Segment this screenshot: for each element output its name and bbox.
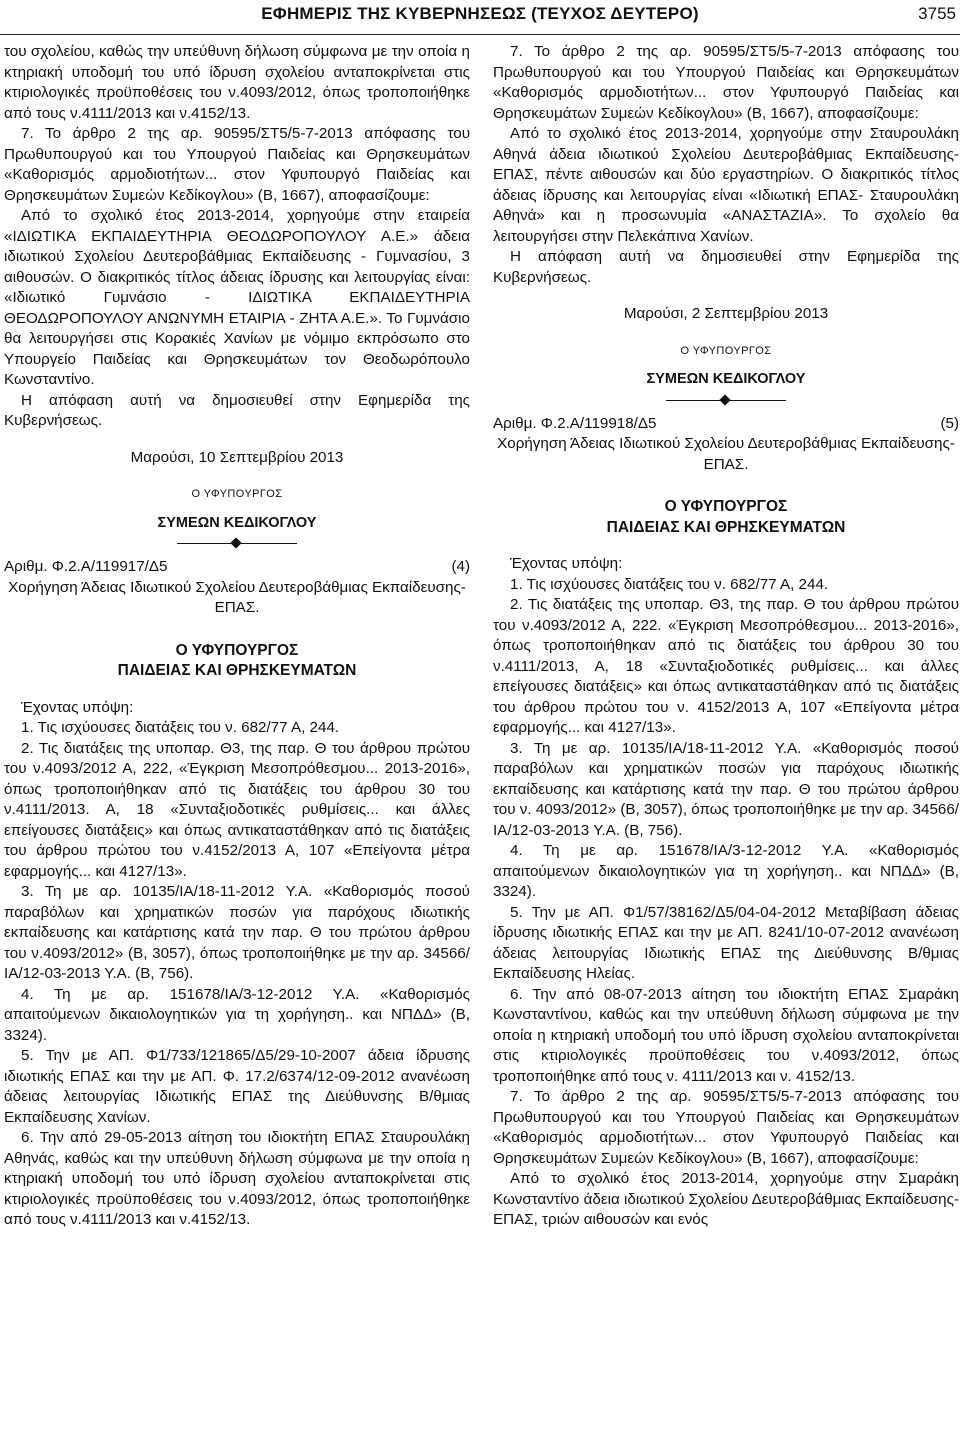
paragraph: 7. Το άρθρο 2 της αρ. 90595/ΣΤ5/5-7-2013 απόφασης του Πρωθυπουργού και του Υπουργού Παιδείας και Θρησκευμάτων «Καθορισμός αρμοδιοτήτων... στον Υφυπουργό Παιδείας και Θρησκευμάτων Συμεών Κεδίκογλου» (Β, 1667), αποφασίζουμε: xyxy=(493,43,959,122)
list-item: 1. Τις ισχύουσες διατάξεις του ν. 682/77 Α, 244. xyxy=(510,575,829,593)
list-item: 1. Τις ισχύουσες διατάξεις του ν. 682/77 Α, 244. xyxy=(21,719,340,736)
list-item: 5. Την με ΑΠ. Φ1/733/121865/Δ5/29-10-2007 άδεια ίδρυσης ιδιωτικής ΕΠΑΣ και την με ΑΠ. Φ. 17.2/6374/12-09-2012 ανανέωση άδειας λειτουργίας Ιδιωτικής ΕΠΑΣ της Διεύθυνσης Β/θμιας Εκπαίδευσης Χανίων. xyxy=(4,1047,470,1126)
considerations-label: Έχοντας υπόψη: xyxy=(21,698,134,716)
paragraph: του σχολείου, καθώς την υπεύθυνη δήλωση σύμφωνα με την οποία η κτηριακή υποδομή του υπό ίδρυση σχολείου ανταποκρίνεται στις κτιριολογικές προϋποθέσεις του ν.4093/2012, όπως τροποποιήθηκε από τους ν.4111/2013 και ν.4152/13. xyxy=(4,43,470,122)
paragraph: Από το σχολικό έτος 2013-2014, χορηγούμε στην Σμαράκη Κωνσταντίνο άδεια ιδιωτικού Σχολείου Δευτεροβάθμιας Εκπαίδευσης- ΕΠΑΣ, τριών αιθουσών και ενός xyxy=(493,1170,959,1228)
list-item: 2. Τις διατάξεις της υποπαρ. Θ3, της παρ. Θ του άρθρου πρώτου του ν.4093/2012 Α, 222, «Έγκριση Μεσοπρόθεσμου... 2013-2016», όπως τροποποιήθηκαν από τις διατάξεις του άρθρου 30 του ν.4111/2013. Α, 18 «Συνταξιοδοτικές ρυθμίσεις... και άλλες επείγουσες διατάξεις» και όπως αντικαταστάθηκαν από τις διατάξεις του άρθρου πρώτου του ν.4152/2013 Α, 107 «Επείγοντα μέτρα εφαρμογής... και 4127/13». xyxy=(4,739,470,880)
section-heading: Ο ΥΦΥΠΟΥΡΓΟΣ xyxy=(664,498,788,515)
paragraph: Η απόφαση αυτή να δημοσιευθεί στην Εφημερίδα της Κυβερνήσεως. xyxy=(493,248,959,286)
signature-name: ΣΥΜΕΩΝ ΚΕΔΙΚΟΓΛΟΥ xyxy=(157,514,317,531)
considerations-label: Έχοντας υπόψη: xyxy=(510,555,623,572)
list-item: 6. Την από 08-07-2013 αίτηση του ιδιοκτήτη ΕΠΑΣ Σμαράκη Κωνσταντίνου, καθώς και την υπεύθυνη δήλωση σύμφωνα με την οποία η κτηριακή υποδομή του υπό ίδρυση σχολείου ανταποκρίνεται στις κτιριολογικές προϋποθέσεις του ν.4093/2012, όπως τροποποιήθηκε από τους ν. 4111/2013 και ν. 4152/13. xyxy=(493,985,959,1085)
signature-date: Μαρούσι, 2 Σεπτεμβρίου 2013 xyxy=(623,305,829,322)
list-item: 3. Τη με αρ. 10135/ΙΑ/18-11-2012 Υ.Α. «Καθορισμός ποσού παραβόλων και χρηματικών ποσών για παρόχους ιδιωτικής εκπαίδευσης και κατάρτισης κατά την παρ. Θ του πρώτου άρθρου του ν. 4093/2012» (Β, 3057), όπως τροποποιήθηκε με την αρ. 34566/ΙΑ/12-03-2013 Υ.Α. (Β, 756). xyxy=(493,739,959,839)
decision-title: Χορήγηση Άδειας Ιδιωτικού Σχολείου Δευτεροβάθμιας Εκπαίδευσης- ΕΠΑΣ. xyxy=(8,578,466,616)
section-divider xyxy=(666,394,786,408)
list-item: 6. Την από 29-05-2013 αίτηση του ιδιοκτήτη ΕΠΑΣ Σταυρουλάκη Αθηνάς, καθώς και την υπεύθυνη δήλωση σύμφωνα με την οποία η κτηριακή υποδομή του υπό ίδρυση σχολείου ανταποκρίνεται στις κτιριολογικές προϋποθέσεις του ν.4093/2012, όπως τροποποιήθηκε από τους ν.4111/2013 και ν.4152/13. xyxy=(4,1129,470,1228)
section-heading: ΠΑΙΔΕΙΑΣ ΚΑΙ ΘΡΗΣΚΕΥΜΑΤΩΝ xyxy=(606,518,846,536)
signature-role: Ο ΥΦΥΠΟΥΡΓΟΣ xyxy=(680,344,772,357)
page-number: 3755 xyxy=(918,4,956,23)
decision-number: Αριθμ. Φ.2.Α/119917/Δ5 xyxy=(4,558,168,575)
diamond-icon xyxy=(719,394,730,405)
list-item: 4. Τη με αρ. 151678/ΙΑ/3-12-2012 Υ.Α. «Καθορισμός απαιτούμενων δικαιολογητικών για τη χορήγηση.. και ΝΠΔΔ» (Β, 3324). xyxy=(493,842,959,900)
right-column xyxy=(493,42,959,1231)
decision-title: Χορήγηση Άδειας Ιδιωτικού Σχολείου Δευτεροβάθμιας Εκπαίδευσης- ΕΠΑΣ. xyxy=(497,435,955,473)
list-item: 7. Το άρθρο 2 της αρ. 90595/ΣΤ5/5-7-2013 απόφασης του Πρωθυπουργού και του Υπουργού Παιδείας και Θρησκευμάτων «Καθορισμός αρμοδιοτήτων... στον Υφυπουργό Παιδείας και Θρησκευμάτων Συμεών Κεδίκογλου» (Β, 1667), αποφασίζουμε: xyxy=(493,1088,959,1167)
decision-index: (4) xyxy=(451,558,470,575)
diamond-icon xyxy=(230,537,241,548)
list-item: 5. Την με ΑΠ. Φ1/57/38162/Δ5/04-04-2012 Μεταβίβαση άδειας ίδρυσης ιδιωτικής ΕΠΑΣ και την με ΑΠ. 8241/10-07-2012 ανανέωση άδειας λειτουργίας Ιδιωτικής ΕΠΑΣ της Διεύθυνσης Β/θμιας Εκπαίδευσης Ηλείας. xyxy=(493,903,959,982)
section-divider xyxy=(177,537,297,551)
decision-index: (5) xyxy=(940,414,959,432)
decision-number: Αριθμ. Φ.2.Α/119918/Δ5 xyxy=(493,414,657,432)
paragraph: Από το σχολικό έτος 2013-2014, χορηγούμε στην Σταυρουλάκη Αθηνά άδεια ιδιωτικού Σχολείου Δευτεροβάθμιας Εκπαίδευσης- ΕΠΑΣ, πέντε αιθουσών και δύο εργαστηρίων. Ο διακριτικός τίτλος άδειας ίδρυσης και λειτουργίας είναι «Ιδιωτική ΕΠΑΣ- Σταυρουλάκη Αθηνά» και η προσωνυμία «ΑΝΑΣΤΑΖΙΑ». Το σχολείο θα λειτουργήσει στην Πελεκάπινα Χανίων. xyxy=(493,125,959,245)
section-heading: ΠΑΙΔΕΙΑΣ ΚΑΙ ΘΡΗΣΚΕΥΜΑΤΩΝ xyxy=(117,662,357,679)
left-column xyxy=(4,42,470,1231)
gazette-title: ΕΦΗΜΕΡΙΣ ΤΗΣ ΚΥΒΕΡΝΗΣΕΩΣ (ΤΕΥΧΟΣ ΔΕΥΤΕΡΟ) xyxy=(261,4,699,23)
paragraph: Από το σχολικό έτος 2013-2014, χορηγούμε στην εταιρεία «ΙΔΙΩΤΙΚΑ ΕΚΠΑΙΔΕΥΤΗΡΙΑ ΘΕΟΔΩΡΟΠΟΥΛΟΥ Α.Ε.» άδεια ιδιωτικού Σχολείου Δευτεροβάθμιας Εκπαίδευσης - Γυμνασίου, 3 αιθουσών. Ο διακριτικός τίτλος άδειας ίδρυσης και λειτουργίας είναι: «Ιδιωτικό Γυμνάσιο - ΙΔΙΩΤΙΚΑ ΕΚΠΑΙΔΕΥΤΗΡΙΑ ΘΕΟΔΩΡΟΠΟΥΛΟΥ ΑΝΩΝΥΜΗ ΕΤΑΙΡΙΑ - ΖΗΤΑ Α.Ε.». Το Γυμνάσιο θα λειτουργήσει στις Κορακιές Χανίων με νόμιμο εκπρόσωπο στο Υπουργείο Παιδείας και Θρησκευμάτων τον Θεοδωρόπουλο Κωνσταντίνο. xyxy=(4,207,470,388)
list-item: 3. Τη με αρ. 10135/ΙΑ/18-11-2012 Υ.Α. «Καθορισμός ποσού παραβόλων και χρηματικών ποσών για παρόχους ιδιωτικής εκπαίδευσης και κατάρτισης κατά την παρ. Θ του πρώτου άρθρου του ν.4093/2012» (Β, 3057), όπως τροποποιήθηκε με την αρ. 34566/ΙΑ/12-03-2013 Υ.Α. (Β, 756). xyxy=(4,883,470,982)
list-item: 2. Τις διατάξεις της υποπαρ. Θ3, της παρ. Θ του άρθρου πρώτου του ν.4093/2012 Α, 222. «Έγκριση Μεσοπρόθεσμου... 2013-2016», όπως τροποποιήθηκαν από τις διατάξεις του άρθρου 30 του ν.4111/2013, Α, 18 «Συνταξιοδοτικές ρυθμίσεις... και άλλες επείγουσες διατάξεις» και όπως αντικαταστάθηκαν από τις διατάξεις του άρθρου πρώτου του ν. 4152/2013 Α, 107 «Επείγοντα μέτρα εφαρμογής... και 4127/13». xyxy=(493,596,959,736)
list-item: 4. Τη με αρ. 151678/ΙΑ/3-12-2012 Υ.Α. «Καθορισμός απαιτούμενων δικαιολογητικών για τη χορήγηση.. και ΝΠΔΔ» (Β, 3324). xyxy=(4,985,470,1044)
signature-name: ΣΥΜΕΩΝ ΚΕΔΙΚΟΓΛΟΥ xyxy=(646,371,806,387)
section-heading: Ο ΥΦΥΠΟΥΡΓΟΣ xyxy=(175,641,299,659)
signature-role: Ο ΥΦΥΠΟΥΡΓΟΣ xyxy=(191,488,283,500)
paragraph: 7. Το άρθρο 2 της αρ. 90595/ΣΤ5/5-7-2013 απόφασης του Πρωθυπουργού και του Υπουργού Παιδείας και Θρησκευμάτων «Καθορισμός αρμοδιοτήτων... στον Υφυπουργό Παιδείας και Θρησκευμάτων Συμεών Κεδίκογλου» (Β, 1667), αποφασίζουμε: xyxy=(4,125,470,204)
page-header xyxy=(0,0,960,35)
decision-header xyxy=(493,414,959,435)
decision-header xyxy=(4,557,470,578)
signature-date: Μαρούσι, 10 Σεπτεμβρίου 2013 xyxy=(130,448,344,466)
paragraph: Η απόφαση αυτή να δημοσιευθεί στην Εφημερίδα της Κυβερνήσεως. xyxy=(4,391,470,429)
